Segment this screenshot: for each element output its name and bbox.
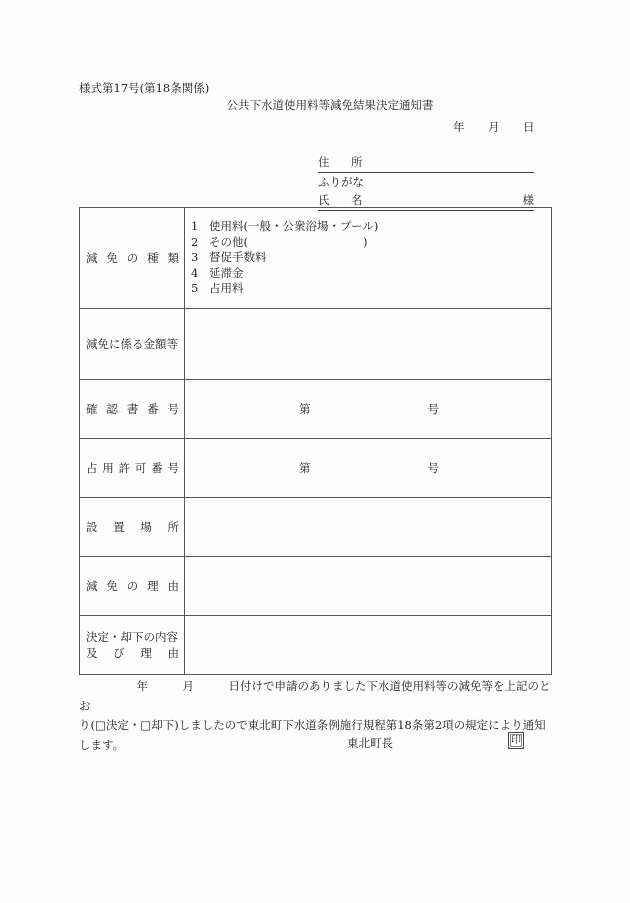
option-5[interactable]: 5 占用料 bbox=[191, 281, 244, 296]
form-table bbox=[79, 207, 552, 675]
option-4[interactable]: 4 延滞金 bbox=[191, 265, 244, 280]
label-confirmation-number: 確 認 書 番 号 bbox=[80, 380, 185, 439]
label-occupancy-permit-number: 占 用 許 可 番 号 bbox=[80, 439, 185, 498]
notice-paragraph: 年 月 日付けで申請のありました下水道使用料等の減免等を上記のとお り(□決定・□却下)しましたので東北町下水道条例施行規程第18条第2項の規定により通知 します。 bbox=[79, 679, 551, 752]
label-reduction-type: 減 免 の 種 類 bbox=[80, 208, 185, 309]
seal-icon: 印 bbox=[508, 732, 524, 749]
form-number: 様式第17号(第18条関係) bbox=[79, 81, 210, 95]
honorific: 様 bbox=[522, 193, 534, 207]
installation-location-field[interactable] bbox=[185, 498, 552, 557]
address-label-1: 住 bbox=[318, 155, 330, 169]
label-reduction-reason: 減 免 の 理 由 bbox=[80, 557, 185, 616]
reduction-type-options[interactable] bbox=[185, 208, 552, 309]
table-row-decision-details bbox=[80, 616, 552, 675]
date-month-label: 月 bbox=[488, 120, 500, 134]
option-2[interactable]: 2 その他( ) bbox=[191, 234, 368, 249]
label-decision-details: 決定・却下の内容 及 び 理 由 bbox=[80, 616, 185, 675]
table-row-reduction-reason bbox=[80, 557, 552, 616]
label-installation-location: 設 置 場 所 bbox=[80, 498, 185, 557]
address-label-2: 所 bbox=[351, 155, 363, 169]
reduction-reason-field[interactable] bbox=[185, 557, 552, 616]
furigana-label: ふりがな bbox=[318, 175, 364, 189]
table-row-occupancy-permit-number bbox=[80, 439, 552, 498]
address-field[interactable] bbox=[318, 154, 534, 173]
name-label-2: 名 bbox=[351, 193, 363, 207]
date-day-label: 日 bbox=[523, 120, 535, 134]
confirmation-number-field[interactable]: 第 号 bbox=[185, 380, 552, 439]
table-row-reduction-type bbox=[80, 208, 552, 309]
date-year-label: 年 bbox=[453, 120, 465, 134]
document-title: 公共下水道使用料等減免結果決定通知書 bbox=[226, 98, 434, 112]
table-row-confirmation-number bbox=[80, 380, 552, 439]
table-row-installation-location bbox=[80, 498, 552, 557]
decision-details-field[interactable] bbox=[185, 616, 552, 675]
amount-field[interactable] bbox=[185, 309, 552, 380]
table-row-amount bbox=[80, 309, 552, 380]
name-label-1: 氏 bbox=[318, 193, 330, 207]
option-1[interactable]: 1 使用料(一般・公衆浴場・プール) bbox=[191, 219, 379, 234]
furigana-field[interactable] bbox=[318, 174, 534, 192]
mayor-title: 東北町長 bbox=[347, 736, 393, 750]
occupancy-permit-number-field[interactable]: 第 号 bbox=[185, 439, 552, 498]
option-3[interactable]: 3 督促手数料 bbox=[191, 250, 267, 265]
label-amount: 減免に係る金額等 bbox=[80, 309, 185, 380]
